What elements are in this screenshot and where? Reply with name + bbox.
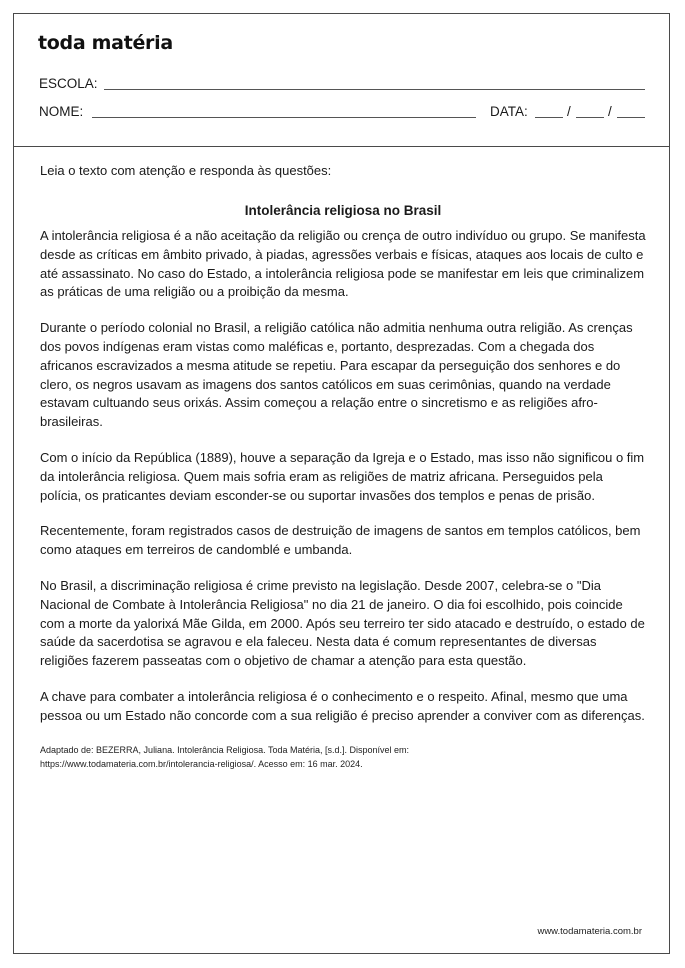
paragraph-4: Recentemente, foram registrados casos de destruição de imagens de santos em templos católicos, bem como ataques em terreiros de candomblé e umbanda. bbox=[40, 523, 641, 558]
name-field-line[interactable] bbox=[92, 117, 476, 118]
paragraph-1: A intolerância religiosa é a não aceitação da religião ou crença de outro indivíduo ou grupo. Se manifesta desde as críticas em âmbito privado, à piadas, agressões verbais e físicas, ataques aos locais de culto e até assassinato. No caso do Estado, a intolerância religiosa pode se manifestar em leis que criminalizem as práticas de uma religião ou a proibição da mesma. bbox=[40, 228, 646, 300]
date-label: DATA: bbox=[490, 104, 528, 119]
date-separator-1: / bbox=[567, 104, 571, 119]
school-label: ESCOLA: bbox=[39, 76, 98, 91]
brand-logo: toda matéria bbox=[38, 32, 173, 54]
paragraph-6: A chave para combater a intolerância religiosa é o conhecimento e o respeito. Afinal, mesmo que uma pessoa ou um Estado não concorde com a sua religião é preciso aprender a conviver com as diferenças. bbox=[40, 688, 645, 723]
footer-site-url: www.todamateria.com.br bbox=[537, 926, 642, 937]
worksheet-content bbox=[40, 162, 646, 771]
paragraph-2: Durante o período colonial no Brasil, a religião católica não admitia nenhuma outra religião. As crenças dos povos indígenas eram vistas como maléficas e, portanto, desprezadas. Com a chegada dos africanos escravizados a mesma atitude se repetiu. Para escapar da perseguição dos senhores e do clero, os negros usavam as imagens dos santos católicos em suas cerimônias, quando na verdade estavam cultuando seus orixás. Assim começou a relação entre o sincretismo e as religiões afro-brasileiras. bbox=[40, 320, 633, 430]
date-month-line[interactable] bbox=[576, 117, 604, 118]
date-day-line[interactable] bbox=[535, 117, 563, 118]
paragraph-5: No Brasil, a discriminação religiosa é crime previsto na legislação. Desde 2007, celebra-se o "Dia Nacional de Combate à Intolerância Religiosa" no dia 21 de janeiro. O dia foi escolhido, pois coincide com a morte da yalorixá Mãe Gilda, em 2000. Após seu terreiro ter sido atacado e destruído, o estado de saúde da sacerdotisa se agravou e ela faleceu. Nesta data é comum representantes de diversas religiões fazerem passeatas com o objetivo de chamar a atenção para esta questão. bbox=[40, 577, 645, 669]
worksheet-header bbox=[14, 14, 669, 147]
name-label: NOME: bbox=[39, 104, 84, 119]
date-year-line[interactable] bbox=[617, 117, 645, 118]
date-separator-2: / bbox=[608, 104, 612, 119]
instructions: Leia o texto com atenção e responda às questões: bbox=[40, 163, 332, 178]
worksheet-frame bbox=[13, 13, 670, 954]
school-field-line[interactable] bbox=[104, 89, 645, 90]
source-line-1: Adaptado de: BEZERRA, Juliana. Intolerância Religiosa. Toda Matéria, [s.d.]. Disponível em: bbox=[40, 744, 410, 755]
paragraph-3: Com o início da República (1889), houve a separação da Igreja e o Estado, mas isso não significou o fim da intolerância religiosa. Quem mais sofria eram as religiões de matriz africana. Perseguidos pela polícia, os praticantes deviam esconder-se ou suportar invasões dos templos e penas de prisão. bbox=[40, 449, 645, 503]
source-citation bbox=[40, 743, 646, 771]
text-title: Intolerância religiosa no Brasil bbox=[244, 203, 442, 218]
source-line-2: https://www.todamateria.com.br/intolerancia-religiosa/. Acesso em: 16 mar. 2024. bbox=[40, 758, 363, 769]
